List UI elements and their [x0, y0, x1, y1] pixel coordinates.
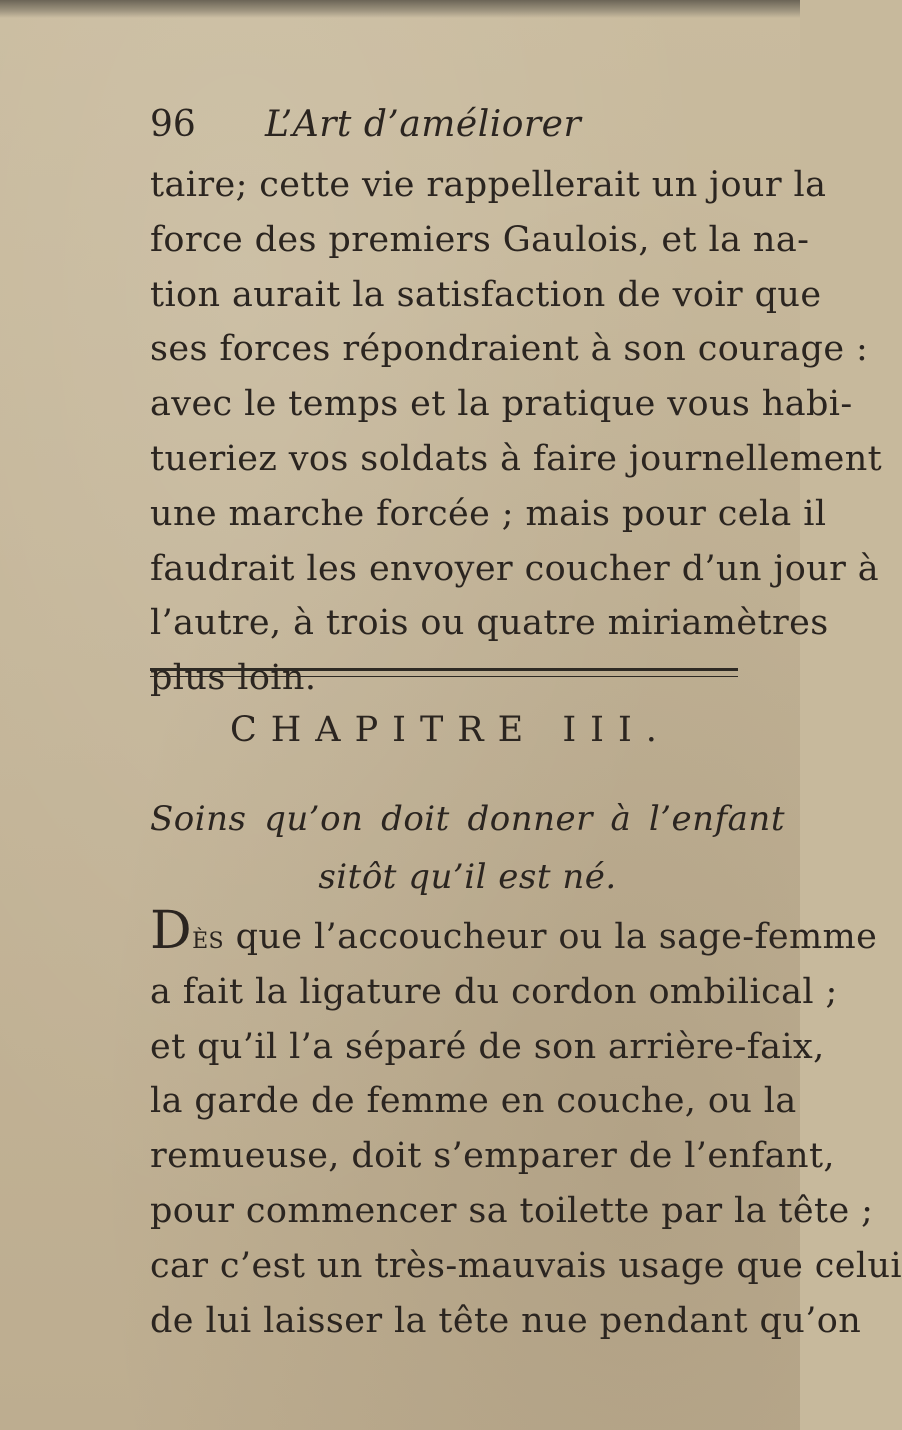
text-line: faudrait les envoyer coucher d’un jour à — [150, 548, 880, 589]
text-line: de lui laisser la tête nue pendant qu’on — [150, 1300, 862, 1341]
text-line: l’autre, à trois ou quatre miriamètres — [150, 603, 829, 644]
text-fragment: que l’accoucheur ou la sage-femme — [235, 917, 878, 957]
page-top-edge — [0, 0, 800, 18]
chapter-subtitle-line: sitôt qu’il est né. — [318, 857, 617, 897]
text-line: car c’est un très-mauvais usage que celui — [150, 1245, 902, 1286]
paragraph-continued — [150, 158, 883, 706]
text-line: tueriez vos soldats à faire journellement — [150, 438, 883, 479]
text-line: tion aurait la satisfaction de voir que — [150, 274, 822, 315]
text-line: plus loin. — [150, 658, 317, 699]
section-divider-rule — [150, 668, 738, 677]
text-line: remueuse, doit s’emparer de l’enfant, — [150, 1136, 835, 1177]
running-title: L’Art d’améliorer — [265, 104, 582, 145]
chapter-subtitle-line: Soins qu’on doit donner à l’enfant — [150, 799, 785, 839]
chapter-heading: CHAPITRE III. — [230, 710, 671, 750]
text-line-first — [150, 901, 878, 965]
text-line: taire; cette vie rappellerait un jour la — [150, 165, 827, 205]
small-caps-word: ès — [192, 918, 225, 956]
text-line: ses forces répondraient à son courage : — [150, 329, 869, 370]
drop-cap: D — [150, 901, 193, 961]
chapter-subtitle — [150, 790, 785, 906]
text-line: a fait la ligature du cordon ombilical ; — [150, 971, 838, 1012]
text-line: et qu’il l’a séparé de son arrière-faix, — [150, 1026, 825, 1067]
text-line: la garde de femme en couche, ou la — [150, 1081, 797, 1122]
chapter-paragraph — [150, 901, 902, 1348]
text-line: une marche forcée ; mais pour cela il — [150, 493, 827, 534]
text-line: pour commencer sa toilette par la tête ; — [150, 1190, 874, 1231]
page-number: 96 — [150, 104, 196, 145]
text-line: force des premiers Gaulois, et la na- — [150, 219, 810, 260]
text-line: avec le temps et la pratique vous habi- — [150, 384, 853, 425]
